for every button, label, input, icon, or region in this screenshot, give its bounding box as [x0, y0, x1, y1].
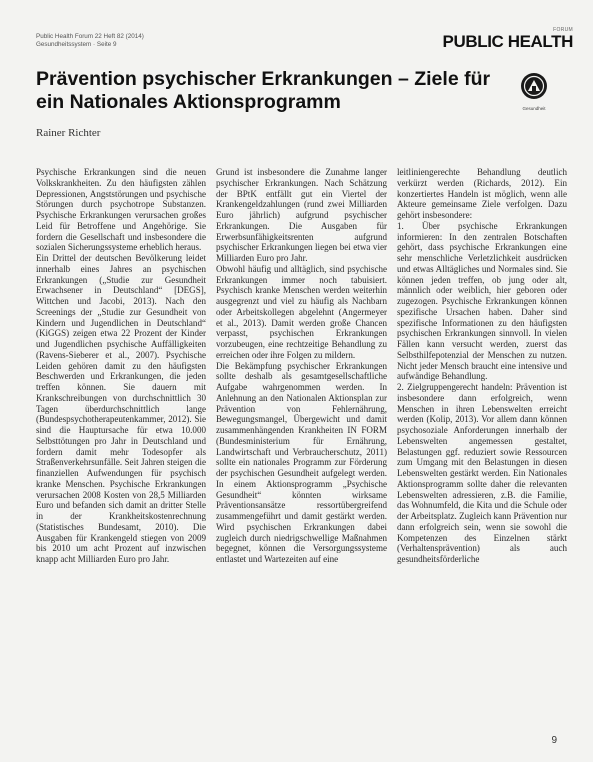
paragraph: Grund ist insbesondere die Zunahme langer psychischer Erkrankungen. Nach Schätzung der BPtK entfällt gut ein Viertel der Krankengeldzahlungen (rund zwei Milliarden Euro jährlich) aufgrund psychischer Erkrankungen. Die Ausgaben für Erwerbsunfähigkeitsrenten aufgrund psychischer Erkrankungen liegen bei etwa vier Milliarden Euro pro Jahr.: [216, 167, 387, 263]
paragraph: 2. Zielgruppengerecht handeln: Prävention ist insbesondere dann erfolgreich, wenn Menschen in ihren Lebenswelten erreicht werden (Kolip, 2013). Vor allem dann können psychosoziale Anforderungen innerhalb der Lebenswelten angemessen gestaltet, Belastungen ggf. reduziert sowie Ressourcen zum Umgang mit den Belastungen in diesen Lebenswelten gestärkt werden. Ein Nationales Aktionsprogramm sollte daher die relevanten Lebenswelten adressieren, z.B. die Familie, das Wohnumfeld, die Kita und die Schule oder der Arbeitsplatz. Zugleich kann Prävention nur dann erfolgreich sein, wenn sie sowohl die Kompetenzen des Einzelnen stärkt (Verhaltensprävention) als auch gesundheitsförderliche: [397, 382, 567, 564]
paragraph: leitliniengerechte Behandlung deutlich verkürzt werden (Richards, 2012). Ein konzertiertes Handeln ist möglich, wenn alle Akteure gemeinsame Ziele verfolgen. Dazu gehört insbesondere:: [397, 167, 567, 220]
article-title: Prävention psychischer Erkrankungen – Ziele für ein Nationales Aktionsprogramm: [36, 68, 491, 113]
journal-brand-small: FORUM: [553, 27, 573, 33]
journal-brand: [443, 27, 573, 50]
paragraph: 1. Über psychische Erkrankungen informieren: In den zentralen Botschaften gehört, dass psychische Erkrankungen eine sehr menschliche Verletzlichkeit ausdrücken und etwas Alltägliches und Normales sind. Sie können jeden treffen, ob jung oder alt, männlich oder weiblich, hier geboren oder zugezogen. Psychische Erkrankungen können spezifische Ursachen haben. Daher sind spezifische Informationen zu den häufigsten psychischen Erkrankungen sinnvoll. In vielen Fällen kann versucht werden, zuerst das Selbsthilfepotenzial der Menschen zu nutzen. Nicht jeder Mensch braucht eine intensive und aufwändige Behandlung.: [397, 220, 567, 382]
page-number: 9: [551, 735, 557, 746]
paragraph: Die Bekämpfung psychischer Erkrankungen sollte deshalb als gesamtgesellschaftliche Aufgabe wahrgenommen werden. In Anlehnung an den Nationalen Aktionsplan zur Prävention von Fehlernährung, Bewegungsmangel, Übergewicht und damit zusammenhängenden Krankheiten IN FORM (Bundesministerium für Ernährung, Landwirtschaft und Verbraucherschutz, 2011) sollte ein nationales Programm zur Förderung der psychischen Gesundheit aufgelegt werden. In einem Aktionsprogramm „Psychische Gesundheit“ könnten wirksame Präventionsansätze ressortübergreifend zusammengeführt und damit gestärkt werden. Wird psychischen Erkrankungen dabei zugleich durch niedrigschwellige Maßnahmen begegnet, können die Versorgungssysteme entlastet und Wartezeiten auf eine: [216, 360, 387, 564]
society-logo: [516, 72, 552, 111]
paragraph: Obwohl häufig und alltäglich, sind psychische Erkrankungen immer noch tabuisiert. Psychisch kranke Menschen werden weiterhin ausgegrenzt und viel zu häufig als Nachbarn oder Arbeitskollegen abgelehnt (Angermeyer et al., 2013). Damit werden große Chancen verpasst, psychischen Erkrankungen vorzubeugen, eine rechtzeitige Behandlung zu erreichen oder ihre Folgen zu mildern.: [216, 263, 387, 360]
paragraph: Psychische Erkrankungen sind die neuen Volkskrankheiten. Zu den häufigsten zählen Depressionen, Angststörungen und psychische Störungen durch psychotrope Substanzen. Psychische Erkrankungen verursachen großes Leid für Betroffene und Angehörige. Sie fordern die Gesellschaft und insbesondere die sozialen Sicherungssysteme erheblich heraus.: [36, 167, 206, 253]
body-column-1: [36, 167, 206, 565]
body-column-2: [216, 167, 387, 565]
journal-meta-line2: Gesundheitssystem · Seite 9: [36, 41, 117, 48]
article-author: Rainer Richter: [36, 127, 101, 139]
body-column-3: [397, 167, 567, 565]
logo-caption: Gesundheit: [522, 106, 546, 111]
society-seal-icon: [520, 72, 548, 100]
paragraph: Ein Drittel der deutschen Bevölkerung leidet innerhalb eines Jahres an psychischen Erkrankungen („Studie zur Gesundheit Erwachsener in Deutschland“ [DEGS], Wittchen und Jacobi, 2013). Nach den Screenings der „Studie zur Gesundheit von Kindern und Jugendlichen in Deutschland“ (KiGGS) zeigen etwa 22 Prozent der Kinder und Jugendlichen psychische Auffälligkeiten (Ravens-Sieberer et al., 2007). Psychische Leiden gehören damit zu den häufigsten Beschwerden und Erkrankungen, die jeden treffen können. Sie dauern mit Krankschreibungen von durchschnittlich 30 Tagen überdurchschnittlich lange (Bundespsychotherapeutenkammer, 2012). Sie sind die Hauptursache für etwa 10.000 Selbsttötungen pro Jahr in Deutschland und fordern damit mehr Todesopfer als Straßenverkehrsunfälle. Seit Jahren steigen die finanziellen Aufwendungen für psychisch kranke Menschen. Psychische Erkrankungen verursachen 2008 Kosten von 28,5 Milliarden Euro und befanden sich damit an dritter Stelle in der Krankheitskostenrechnung (Statistisches Bundesamt, 2010). Die Ausgaben für Krankengeld stiegen von 2009 bis 2010 um acht Prozent auf inzwischen knapp acht Milliarden Euro pro Jahr.: [36, 253, 206, 564]
journal-meta: [36, 33, 144, 49]
journal-meta-line1: Public Health Forum 22 Heft 82 (2014): [36, 33, 144, 40]
journal-brand-name: PUBLIC HEALTH: [442, 32, 573, 51]
